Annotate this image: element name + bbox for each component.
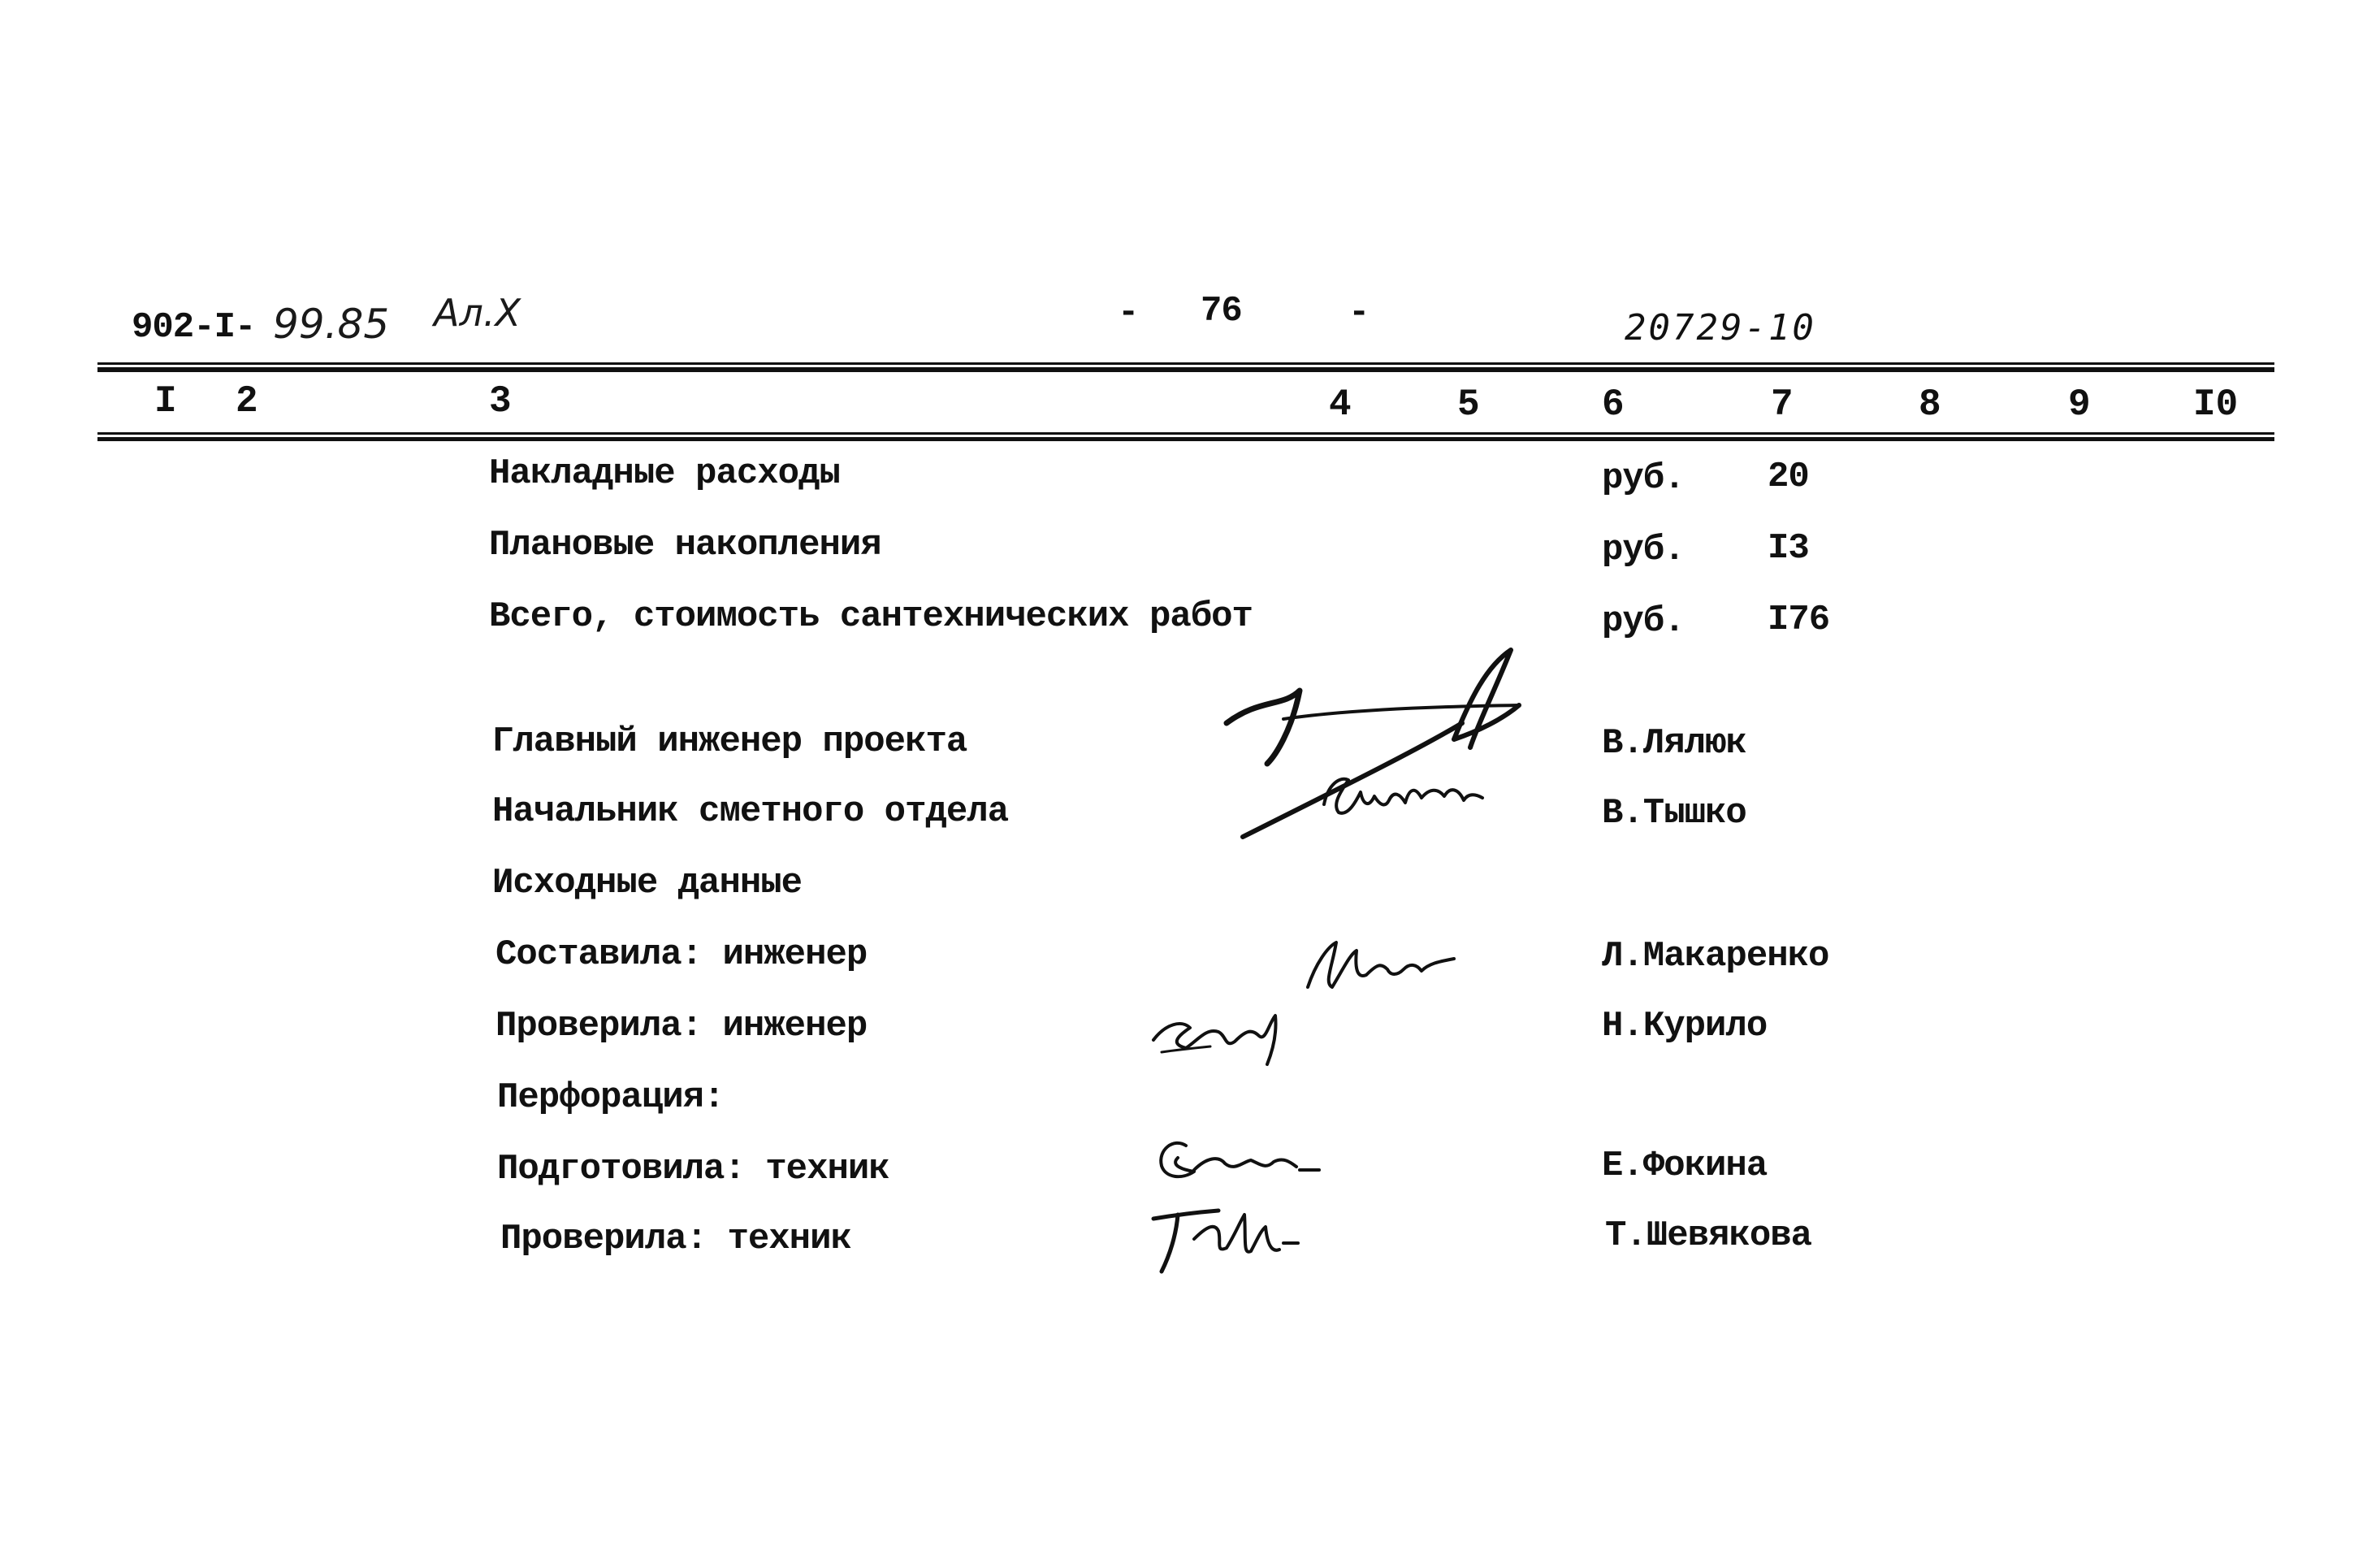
name-chief-engineer: В.Лялюк [1602,723,1746,764]
col-number-9: 9 [2068,383,2091,426]
signature-estimate-head [1316,756,1495,829]
col-number-2: 2 [236,380,258,422]
col-number-3: 3 [489,380,512,422]
role-checked-technician: Проверила: техник [500,1219,851,1259]
role-chief-engineer: Главный инженер проекта [492,721,967,762]
signature-checked-technician [1137,1194,1300,1284]
role-perforation: Перфорация: [497,1077,725,1118]
doc-code-handwritten: 99.85 [273,301,390,348]
role-checked-engineer: Проверила: инженер [495,1006,868,1046]
cost-unit-total: руб. [1602,601,1685,642]
signature-compiled-engineer [1300,930,1462,1003]
role-source-data: Исходные данные [492,863,803,903]
role-prepared-technician: Подготовила: техник [497,1149,889,1189]
name-estimate-head: В.Тышко [1602,793,1746,834]
cost-value-overhead: 20 [1768,457,1809,497]
doc-code: 902-I- [132,307,256,348]
name-compiled-engineer: Л.Макаренко [1602,936,1829,977]
cost-label-overhead: Накладные расходы [489,453,840,494]
cost-label-planned: Плановые накопления [489,525,881,565]
col-number-6: 6 [1602,383,1625,426]
page-dash-right: - [1348,292,1370,333]
col-number-5: 5 [1457,383,1480,426]
cost-label-total: Всего, стоимость сантехнических работ [489,596,1253,637]
cost-unit-overhead: руб. [1602,458,1685,499]
col-number-8: 8 [1919,383,1941,426]
name-checked-technician: Т.Шевякова [1605,1215,1812,1256]
top-rule-thick [97,367,2274,372]
signature-prepared-technician [1145,1121,1324,1202]
name-prepared-technician: Е.Фокина [1602,1146,1768,1186]
role-compiled-engineer: Составила: инженер [495,934,868,975]
role-estimate-head: Начальник сметного отдела [492,791,1009,832]
cost-value-total: I76 [1768,600,1830,640]
order-number: 20729-10 [1625,307,1816,349]
header-rule-thin [97,432,2274,435]
page-dash-left: - [1118,292,1139,333]
header-rule-thick [97,437,2274,441]
album-handwritten: Ал.Х [434,291,521,335]
col-number-10: I0 [2193,383,2239,426]
name-checked-engineer: Н.Курило [1602,1006,1768,1046]
col-number-7: 7 [1771,383,1794,426]
signature-checked-engineer [1145,991,1292,1081]
col-number-4: 4 [1329,383,1352,426]
col-number-1: I [154,380,177,422]
top-rule-thin [97,362,2274,365]
cost-unit-planned: руб. [1602,530,1685,570]
page-number: 76 [1201,291,1242,331]
cost-value-planned: I3 [1768,528,1809,569]
